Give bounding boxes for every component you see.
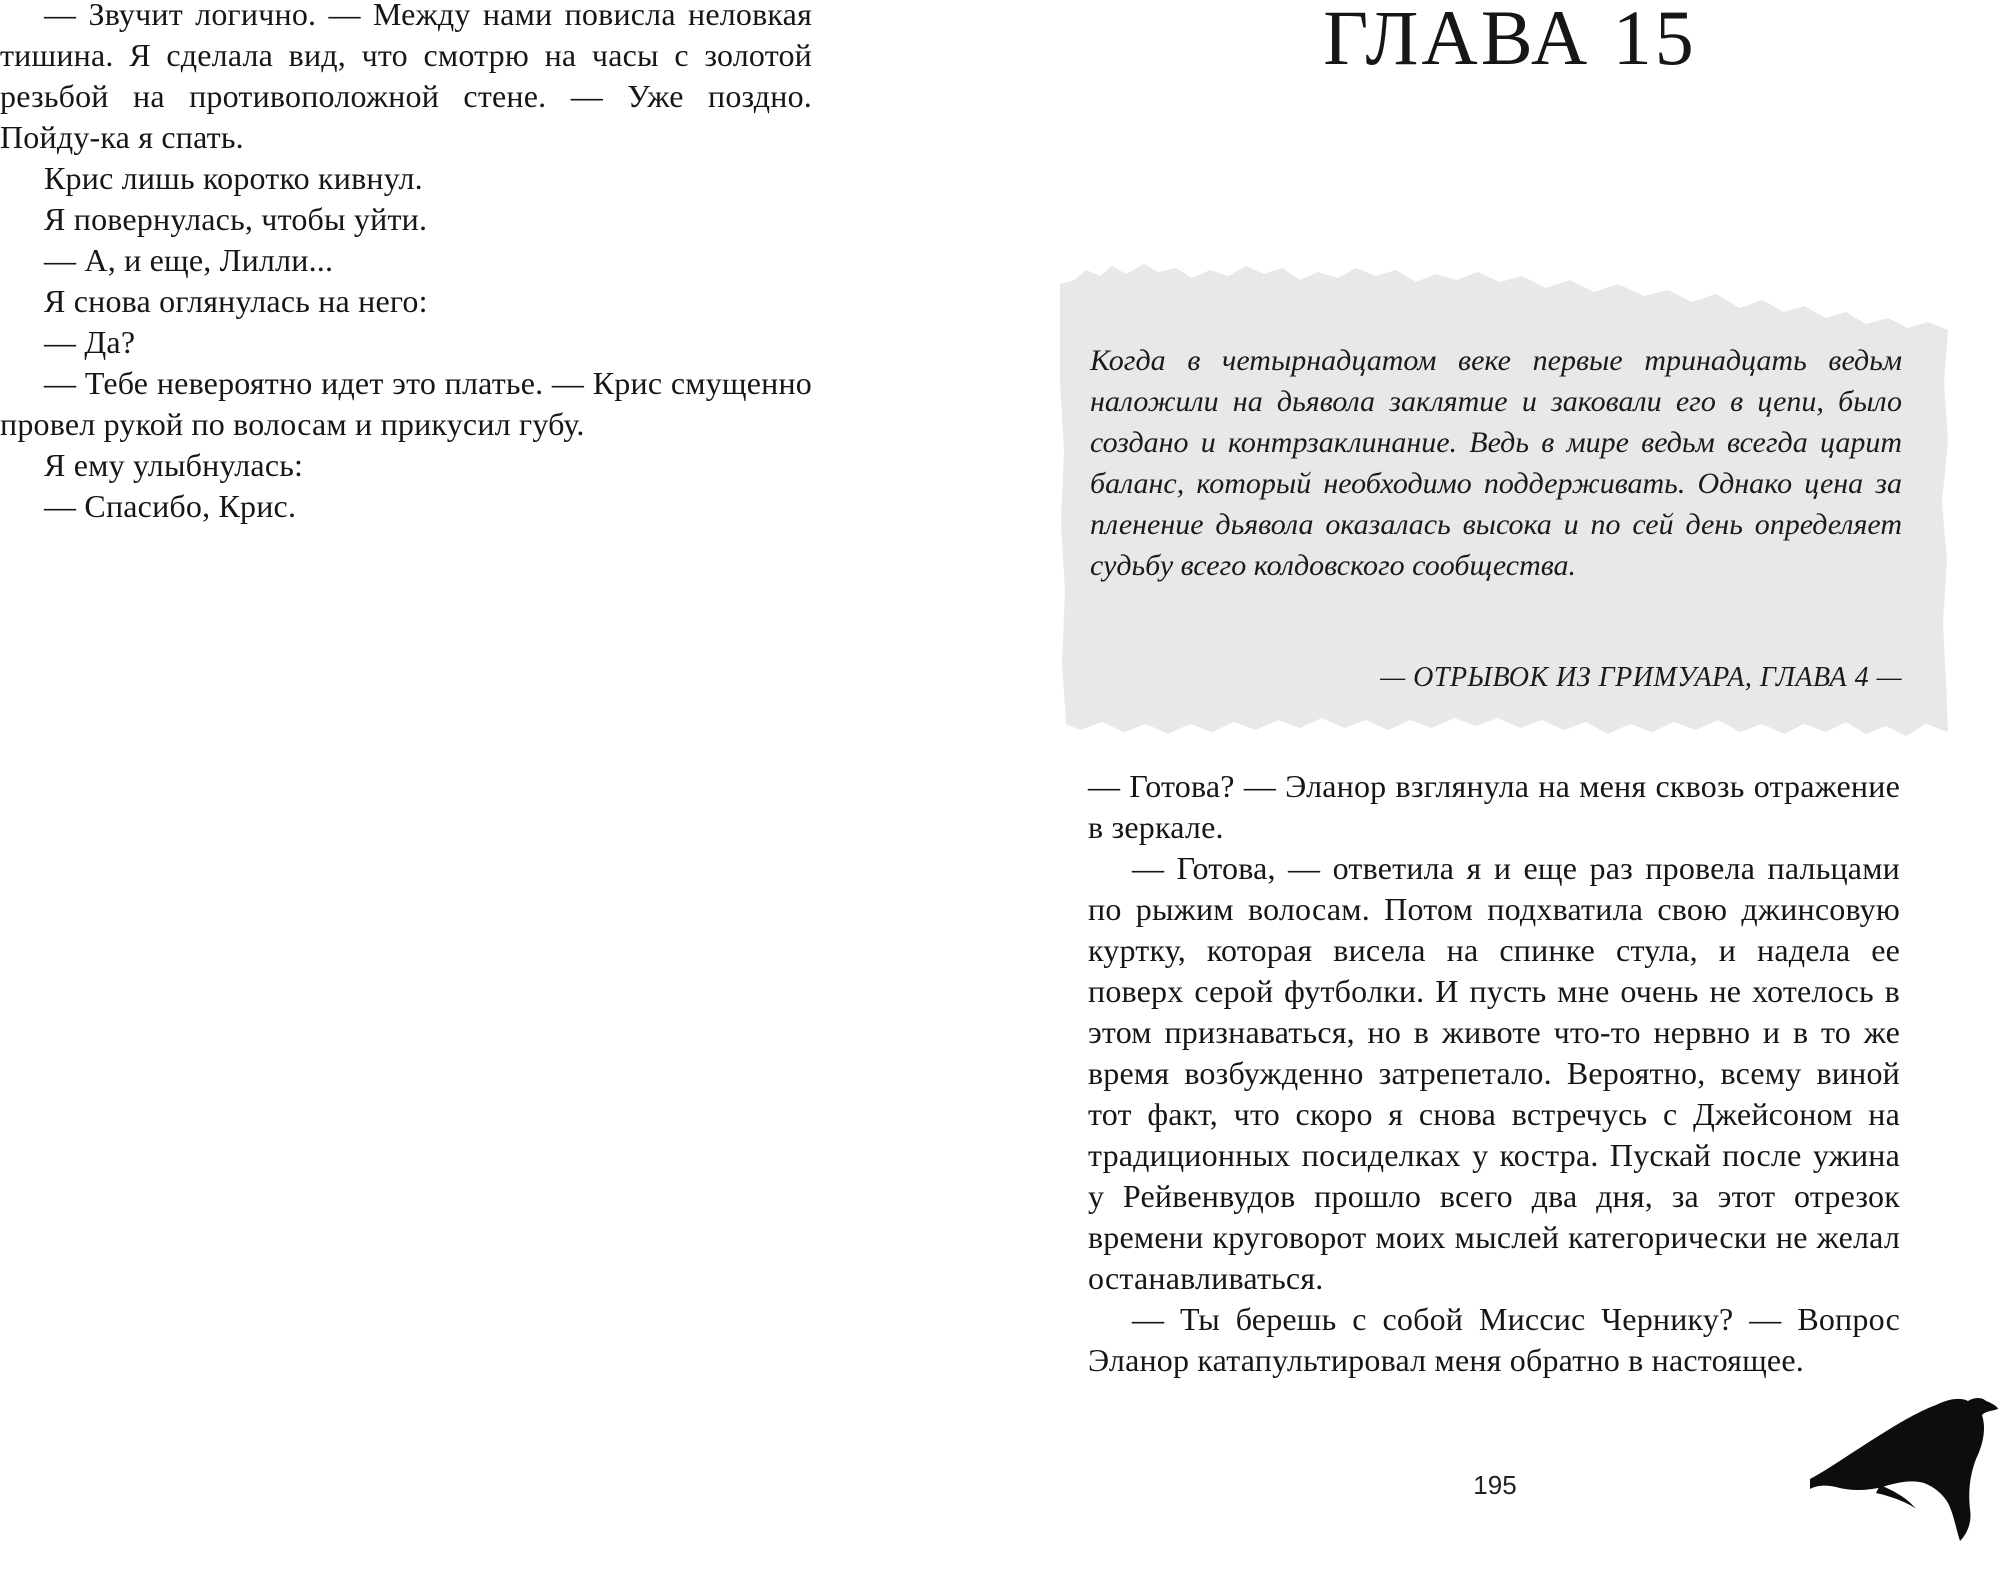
page-number: 195 — [1473, 1470, 1517, 1500]
paragraph: — Готова, — ответила я и еще раз провела пальцами по рыжим волосам. Потом подхватила свою джинсовую куртку, которая висела на спинке стула, и надела ее поверх серой футболки. И пусть мне очень не хотелось в этом признаваться, но в животе что-то нервно и в то же время возбужденно затрепетало. Вероятно, всему виной тот факт, что скоро я снова встречусь с Джейсоном на традиционных посиделках у костра. Пускай после ужина у Рейвенвудов прошло всего два дня, за этот отрезок времени круговорот моих мыслей категорически не желал останавливаться. — [1088, 850, 1900, 1296]
right-page-text — [1088, 766, 1900, 1381]
right-page — [1000, 0, 2000, 1573]
paragraph: Я ему улыбнулась: — [44, 447, 304, 483]
paragraph: — Спасибо, Крис. — [44, 488, 297, 524]
epigraph-text: Когда в четырнадцатом веке первые тринадцать ведьм наложили на дьявола заклятие и заковали его в цепи, было создано и контрзаклинание. Ведь в мире ведьм всегда царит баланс, который необходимо поддерживать. Однако цена за пленение дьявола оказалась высока и по сей день определяет судьбу всего колдовского сообщества. — [1090, 344, 1902, 582]
paragraph: — Звучит логично. — Между нами повисла неловкая тишина. Я сделала вид, что смотрю на часы с золотой резьбой на противоположной стене. — Уже поздно. Пойду-ка я спать. — [0, 0, 812, 155]
paragraph: — А, и еще, Лилли... — [44, 242, 334, 278]
paragraph: — Да? — [44, 324, 136, 360]
chapter-title: ГЛАВА 15 — [1323, 0, 1697, 81]
paragraph: Я снова оглянулась на него: — [44, 283, 428, 319]
epigraph-source: — ОТРЫВОК ИЗ ГРИМУАРА, ГЛАВА 4 — — [1380, 662, 1902, 693]
paragraph: — Ты берешь с собой Миссис Чернику? — Вопрос Эланор катапультировал меня обратно в настоящее. — [1088, 1301, 1900, 1378]
crow-icon — [1810, 1393, 2000, 1543]
epigraph-block — [1060, 262, 1948, 742]
paragraph: Я повернулась, чтобы уйти. — [44, 201, 428, 237]
left-page-text — [0, 0, 812, 527]
left-page — [0, 0, 820, 1573]
paragraph: Крис лишь коротко кивнул. — [44, 160, 423, 196]
paragraph: — Тебе невероятно идет это платье. — Крис смущенно провел рукой по волосам и прикусил губу. — [0, 365, 812, 442]
paragraph: — Готова? — Эланор взглянула на меня сквозь отражение в зеркале. — [1088, 768, 1900, 845]
